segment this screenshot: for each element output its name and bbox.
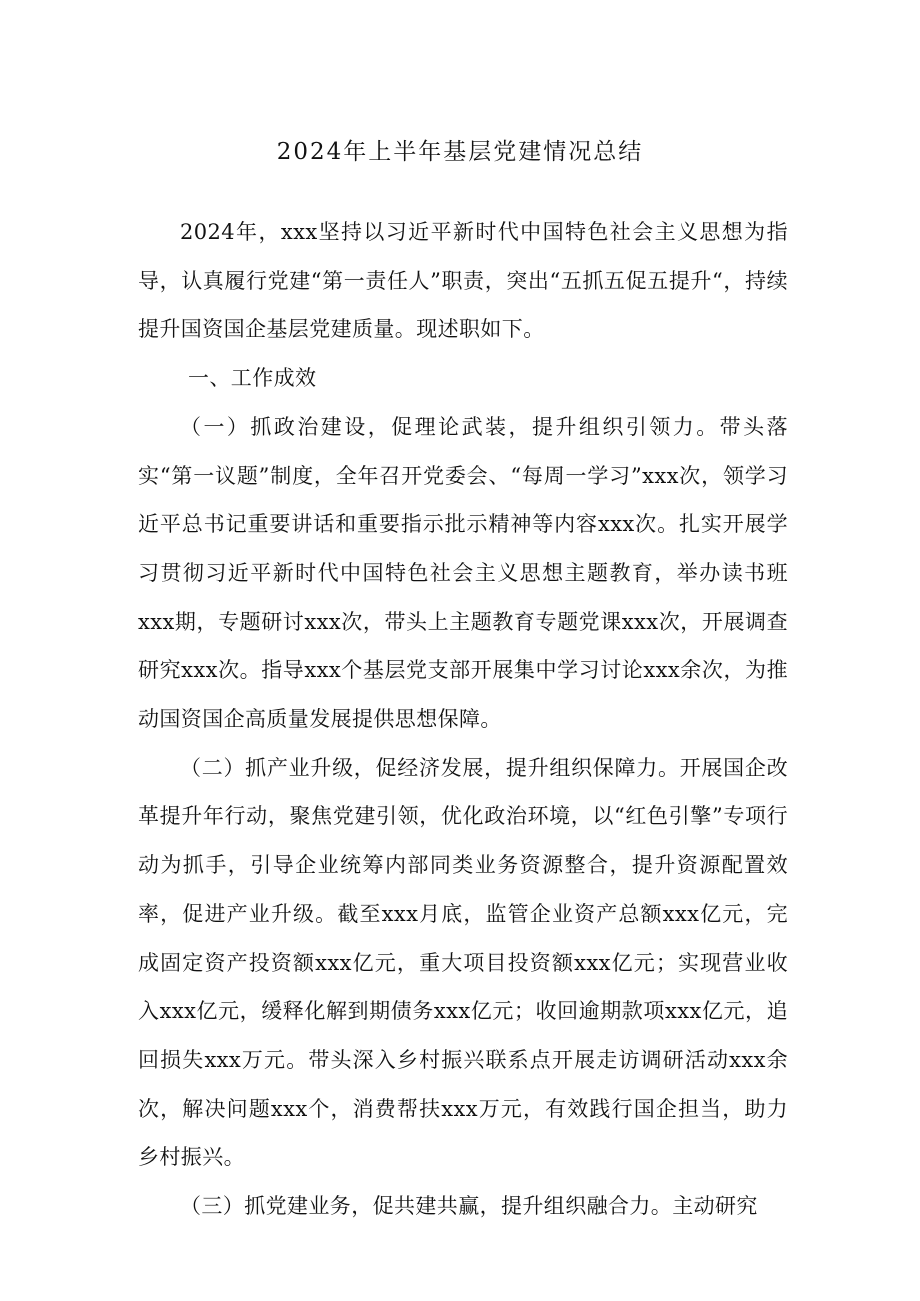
section-heading-work-results: 一、工作成效 [188,366,317,391]
paragraph-party-business: （三）抓党建业务，促共建共赢，提升组织融合力。主动研究 [180,1194,758,1219]
paragraph-intro: 2024年，xxx坚持以习近平新时代中国特色社会主义思想为指导，认真履行党建“第一责任人”职责，突出“五抓五促五提升“，持续提升国资国企基层党建质量。现述职如下。 [138,220,788,342]
document-body [138,208,788,1231]
document-title: 2024年上半年基层党建情况总结 [276,139,644,165]
paragraph-political-building: （一）抓政治建设，促理论武装，提升组织引领力。带头落实“第一议题”制度，全年召开党委会、“每周一学习”xxx次，领学习近平总书记重要讲话和重要指示批示精神等内容xxx次。扎实开展学习贯彻习近平新时代中国特色社会主义思想主题教育，举办读书班xxx期，专题研讨xxx次，带头上主题教育专题党课xxx次，开展调查研究xxx次。指导xxx个基层党支部开展集中学习讨论xxx余次，为推动国资国企高质量发展提供思想保障。 [138,414,788,732]
paragraph-industry-upgrade: （二）抓产业升级，促经济发展，提升组织保障力。开展国企改革提升年行动，聚焦党建引领，优化政治环境，以“红色引擎”专项行动为抓手，引导企业统筹内部同类业务资源整合，提升资源配置效率，促进产业升级。截至xxx月底，监管企业资产总额xxx亿元，完成固定资产投资额xxx亿元，重大项目投资额xxx亿元；实现营业收入xxx亿元，缓释化解到期债务xxx亿元；收回逾期款项xxx亿元，追回损失xxx万元。带头深入乡村振兴联系点开展走访调研活动xxx余次，解决问题xxx个，消费帮扶xxx万元，有效践行国企担当，助力乡村振兴。 [138,755,788,1170]
